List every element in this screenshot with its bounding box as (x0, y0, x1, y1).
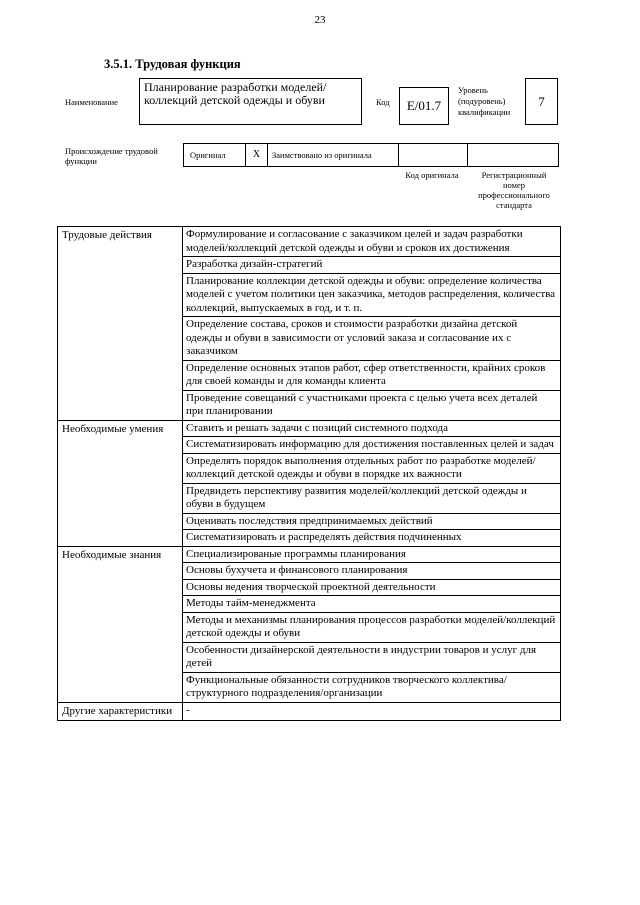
origin-mark: X (246, 144, 268, 166)
row-items (183, 420, 561, 546)
table-row-other-characteristics (58, 702, 561, 721)
origin-borrowed: Заимствовано из оригинала (268, 144, 399, 166)
list-item: - (186, 703, 190, 716)
origin-label: Происхождение трудовой функции (65, 146, 158, 166)
row-label: Необходимые знания (58, 546, 183, 702)
list-item: Формулирование и согласование с заказчиком целей и задач разработки моделей/коллекций детской одежды и обуви и сроков их достижения (183, 227, 560, 257)
name-label: Наименование (65, 97, 118, 107)
origin-code-cell (399, 144, 468, 166)
origin-row (183, 143, 559, 167)
list-item: Систематизировать информацию для достижения поставленных целей и задач (183, 437, 560, 454)
code-label: Код (376, 97, 390, 107)
level-box (525, 78, 558, 125)
list-item: Определение основных этапов работ, сфер ответственности, крайних сроков для своей команды и для команды клиента (183, 361, 560, 391)
page-number: 23 (314, 14, 326, 26)
row-items (183, 546, 561, 702)
list-item: Систематизировать и распределять действия подчиненных (186, 531, 462, 543)
row-label: Необходимые умения (58, 420, 183, 546)
list-item: Методы тайм-менеджмента (183, 596, 560, 613)
list-item: Проведение совещаний с участниками проекта с целью учета всех деталей при планировании (186, 391, 538, 417)
row-items (183, 227, 561, 421)
list-item: Определение состава, сроков и стоимости разработки дизайна детской одежды и обуви в зависимости от условий заказа и согласование их с заказчиком (183, 317, 560, 361)
list-item: Предвидеть перспективу развития моделей/коллекций детской одежды и обуви в будущем (183, 484, 560, 514)
list-item: Определять порядок выполнения отдельных работ по разработке моделей/коллекций детской одежды и обуви в порядке их важности (183, 454, 560, 484)
list-item: Функциональные обязанности сотрудников творческого коллектива/структурного подразделения/организации (186, 673, 507, 699)
row-items (183, 702, 561, 721)
function-table (57, 226, 561, 721)
list-item: Основы ведения творческой проектной деятельности (183, 580, 560, 597)
origin-code-caption: Код оригинала (405, 170, 459, 180)
origin-original: Оригинал (184, 144, 246, 166)
table-row-required-skills (58, 420, 561, 546)
list-item: Планирование коллекции детской одежды и обуви: определение количества моделей с учетом политики цен заказчика, методов распределения, количества коллекций, выпускаемых в год, и т. п. (183, 274, 560, 318)
table-row-required-knowledge (58, 546, 561, 702)
code-box (399, 87, 449, 125)
list-item: Разработка дизайн-стратегий (183, 257, 560, 274)
level-value: 7 (538, 94, 545, 109)
origin-reg-caption: Регистрационный номер профессионального стандарта (478, 170, 550, 210)
list-item: Методы и механизмы планирования процессов разработки моделей/коллекций детской одежды и обуви (183, 613, 560, 643)
list-item: Оценивать последствия предпринимаемых действий (183, 514, 560, 531)
list-item: Ставить и решать задачи с позиций системного подхода (183, 421, 560, 438)
row-label: Трудовые действия (58, 227, 183, 421)
function-name-box (139, 78, 362, 125)
function-name: Планирование разработки моделей/коллекций детской одежды и обуви (144, 80, 327, 107)
origin-reg-cell (468, 144, 558, 166)
section-title: 3.5.1. Трудовая функция (104, 57, 241, 71)
row-label: Другие характеристики (58, 702, 183, 721)
table-row-labor-actions (58, 227, 561, 421)
list-item: Специализированые программы планирования (183, 547, 560, 564)
level-label: Уровень (подуровень) квалификации (458, 85, 511, 117)
list-item: Особенности дизайнерской деятельности в индустрии товаров и услуг для детей (183, 643, 560, 673)
list-item: Основы бухучета и финансового планирования (183, 563, 560, 580)
code-value: E/01.7 (406, 98, 442, 113)
